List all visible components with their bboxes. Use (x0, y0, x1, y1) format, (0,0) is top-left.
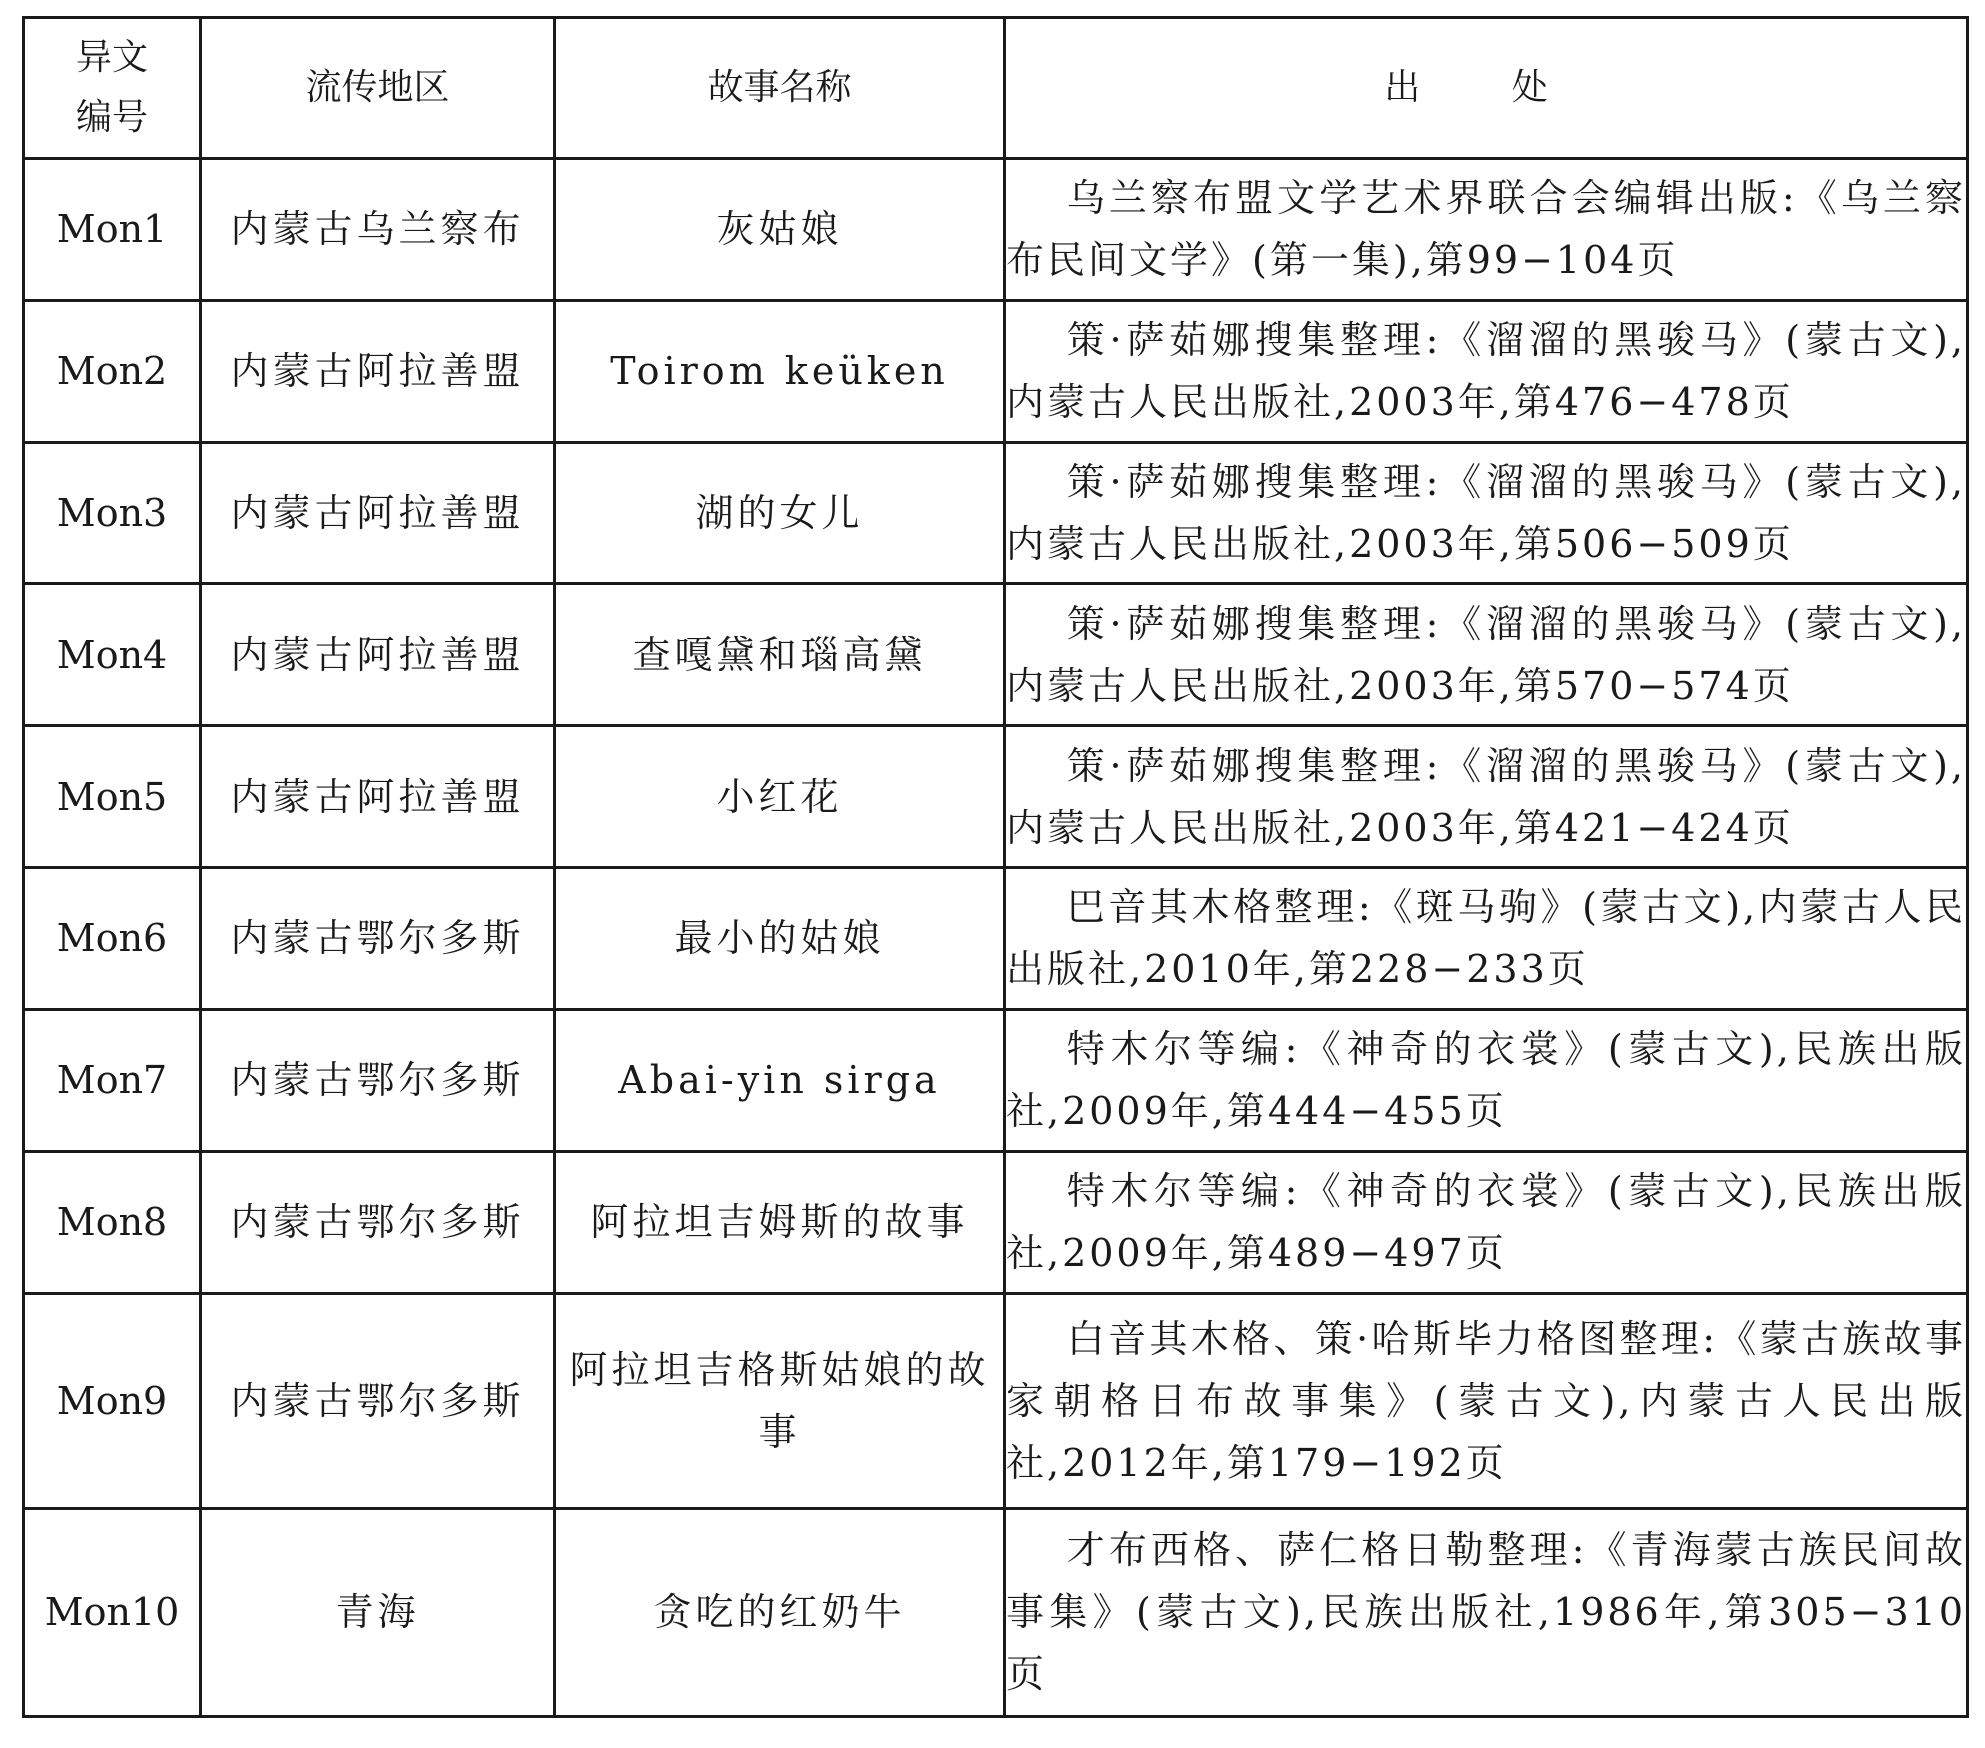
source: 特木尔等编:《神奇的衣裳》(蒙古文),民族出版社,2009年,第444−455页 (1005, 1009, 1968, 1151)
header-id-line1: 异文 (75, 37, 148, 78)
story-title: 贪吃的红奶牛 (555, 1508, 1005, 1716)
region: 内蒙古鄂尔多斯 (201, 868, 555, 1010)
variant-id: Mon10 (24, 1508, 201, 1716)
source: 才布西格、萨仁格日勒整理:《青海蒙古族民间故事集》(蒙古文),民族出版社,1986年,第305−310页 (1005, 1508, 1968, 1716)
variant-id: Mon8 (24, 1151, 201, 1293)
table-row (24, 1293, 1968, 1508)
region: 青海 (201, 1508, 555, 1716)
source: 白音其木格、策·哈斯毕力格图整理:《蒙古族故事家朝格日布故事集》(蒙古文),内蒙古人民出版社,2012年,第179−192页 (1005, 1293, 1968, 1508)
variant-id: Mon5 (24, 726, 201, 868)
region: 内蒙古阿拉善盟 (201, 300, 555, 442)
header-source: 出 处 (1005, 18, 1968, 159)
story-title: 灰姑娘 (555, 159, 1005, 301)
header-id (24, 18, 201, 159)
table-row (24, 159, 1968, 301)
variant-id: Mon6 (24, 868, 201, 1010)
source: 策·萨茹娜搜集整理:《溜溜的黑骏马》(蒙古文),内蒙古人民出版社,2003年,第570−574页 (1005, 584, 1968, 726)
table-row (24, 868, 1968, 1010)
table-row (24, 442, 1968, 584)
variant-id: Mon3 (24, 442, 201, 584)
source: 特木尔等编:《神奇的衣裳》(蒙古文),民族出版社,2009年,第489−497页 (1005, 1151, 1968, 1293)
table-row (24, 1151, 1968, 1293)
variant-id: Mon9 (24, 1293, 201, 1508)
story-title: 湖的女儿 (555, 442, 1005, 584)
header-region: 流传地区 (201, 18, 555, 159)
table-row (24, 584, 1968, 726)
source: 乌兰察布盟文学艺术界联合会编辑出版:《乌兰察布民间文学》(第一集),第99−104页 (1005, 159, 1968, 301)
table-row (24, 300, 1968, 442)
story-title: 小红花 (555, 726, 1005, 868)
story-title: Abai-yin sirga (555, 1009, 1005, 1151)
source: 策·萨茹娜搜集整理:《溜溜的黑骏马》(蒙古文),内蒙古人民出版社,2003年,第421−424页 (1005, 726, 1968, 868)
region: 内蒙古鄂尔多斯 (201, 1293, 555, 1508)
story-title: 最小的姑娘 (555, 868, 1005, 1010)
story-title: 查嘎黛和瑙高黛 (555, 584, 1005, 726)
region: 内蒙古阿拉善盟 (201, 442, 555, 584)
variants-table (22, 16, 1969, 1718)
story-title: Toirom keüken (555, 300, 1005, 442)
table-row (24, 1508, 1968, 1716)
variant-id: Mon2 (24, 300, 201, 442)
story-title: 阿拉坦吉格斯姑娘的故事 (555, 1293, 1005, 1508)
table-row (24, 726, 1968, 868)
region: 内蒙古阿拉善盟 (201, 726, 555, 868)
source: 巴音其木格整理:《斑马驹》(蒙古文),内蒙古人民出版社,2010年,第228−233页 (1005, 868, 1968, 1010)
table-row (24, 1009, 1968, 1151)
source: 策·萨茹娜搜集整理:《溜溜的黑骏马》(蒙古文),内蒙古人民出版社,2003年,第476−478页 (1005, 300, 1968, 442)
region: 内蒙古乌兰察布 (201, 159, 555, 301)
region: 内蒙古鄂尔多斯 (201, 1009, 555, 1151)
region: 内蒙古鄂尔多斯 (201, 1151, 555, 1293)
variant-id: Mon7 (24, 1009, 201, 1151)
header-title: 故事名称 (555, 18, 1005, 159)
source: 策·萨茹娜搜集整理:《溜溜的黑骏马》(蒙古文),内蒙古人民出版社,2003年,第506−509页 (1005, 442, 1968, 584)
header-id-line2: 编号 (75, 97, 148, 138)
variant-id: Mon1 (24, 159, 201, 301)
variant-id: Mon4 (24, 584, 201, 726)
story-title: 阿拉坦吉姆斯的故事 (555, 1151, 1005, 1293)
header-row (24, 18, 1968, 159)
region: 内蒙古阿拉善盟 (201, 584, 555, 726)
